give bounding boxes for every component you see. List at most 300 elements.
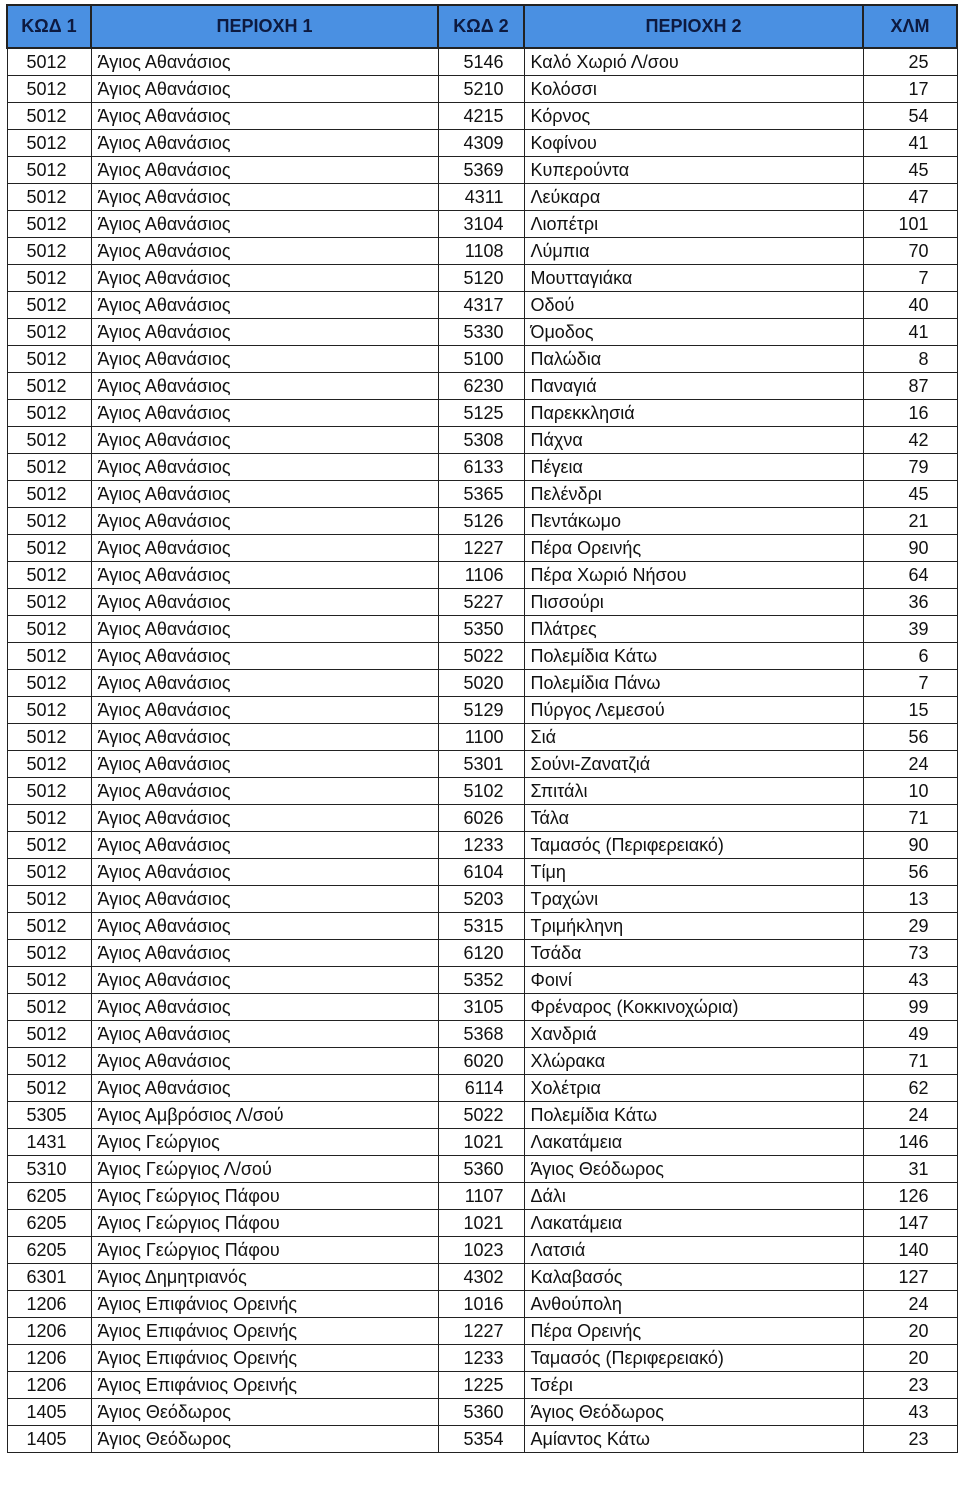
cell-area1: Άγιος Αμβρόσιος Λ/σού xyxy=(91,1102,438,1129)
table-row xyxy=(7,1264,957,1291)
table-row xyxy=(7,1210,957,1237)
cell-code2: 5022 xyxy=(438,1102,524,1129)
cell-km: 147 xyxy=(863,1210,957,1237)
cell-area2: Κόρνος xyxy=(524,103,863,130)
cell-area1: Άγιος Αθανάσιος xyxy=(91,292,438,319)
cell-code1: 5012 xyxy=(7,1021,91,1048)
cell-code1: 5012 xyxy=(7,697,91,724)
table-row xyxy=(7,886,957,913)
cell-code2: 5354 xyxy=(438,1426,524,1453)
table-row xyxy=(7,481,957,508)
table-row xyxy=(7,994,957,1021)
cell-code1: 5012 xyxy=(7,535,91,562)
cell-area1: Άγιος Αθανάσιος xyxy=(91,157,438,184)
cell-code2: 1227 xyxy=(438,535,524,562)
cell-code2: 1021 xyxy=(438,1210,524,1237)
cell-code1: 6301 xyxy=(7,1264,91,1291)
table-row xyxy=(7,1426,957,1453)
cell-km: 10 xyxy=(863,778,957,805)
cell-code1: 5012 xyxy=(7,832,91,859)
table-row xyxy=(7,940,957,967)
table-row xyxy=(7,859,957,886)
cell-area2: Μουτταγιάκα xyxy=(524,265,863,292)
table-row xyxy=(7,535,957,562)
cell-km: 36 xyxy=(863,589,957,616)
cell-km: 13 xyxy=(863,886,957,913)
cell-km: 40 xyxy=(863,292,957,319)
cell-code1: 1206 xyxy=(7,1372,91,1399)
cell-area2: Χανδριά xyxy=(524,1021,863,1048)
cell-area1: Άγιος Αθανάσιος xyxy=(91,238,438,265)
cell-area2: Πολεμίδια Πάνω xyxy=(524,670,863,697)
cell-area2: Λακατάμεια xyxy=(524,1210,863,1237)
cell-area2: Φρέναρος (Κοκκινοχώρια) xyxy=(524,994,863,1021)
cell-code2: 5210 xyxy=(438,76,524,103)
cell-code1: 5012 xyxy=(7,319,91,346)
cell-area1: Άγιος Αθανάσιος xyxy=(91,562,438,589)
cell-area2: Σιά xyxy=(524,724,863,751)
cell-area1: Άγιος Αθανάσιος xyxy=(91,940,438,967)
cell-code2: 1108 xyxy=(438,238,524,265)
cell-area1: Άγιος Θεόδωρος xyxy=(91,1426,438,1453)
cell-km: 39 xyxy=(863,616,957,643)
table-row xyxy=(7,76,957,103)
cell-km: 23 xyxy=(863,1372,957,1399)
table-row xyxy=(7,1156,957,1183)
cell-area1: Άγιος Αθανάσιος xyxy=(91,643,438,670)
cell-km: 79 xyxy=(863,454,957,481)
cell-km: 6 xyxy=(863,643,957,670)
cell-code2: 5020 xyxy=(438,670,524,697)
cell-area2: Χολέτρια xyxy=(524,1075,863,1102)
cell-code1: 5310 xyxy=(7,1156,91,1183)
table-row xyxy=(7,211,957,238)
cell-area1: Άγιος Αθανάσιος xyxy=(91,859,438,886)
cell-code1: 1206 xyxy=(7,1291,91,1318)
cell-area2: Κολόσσι xyxy=(524,76,863,103)
cell-area2: Ταμασός (Περιφερειακό) xyxy=(524,1345,863,1372)
cell-km: 43 xyxy=(863,1399,957,1426)
cell-area2: Πέρα Ορεινής xyxy=(524,535,863,562)
cell-km: 62 xyxy=(863,1075,957,1102)
cell-km: 127 xyxy=(863,1264,957,1291)
cell-area1: Άγιος Αθανάσιος xyxy=(91,886,438,913)
table-row xyxy=(7,1048,957,1075)
cell-code1: 5012 xyxy=(7,373,91,400)
cell-code2: 3105 xyxy=(438,994,524,1021)
cell-code1: 5012 xyxy=(7,346,91,373)
cell-area2: Σούνι-Ζανατζιά xyxy=(524,751,863,778)
cell-area1: Άγιος Γεώργιος xyxy=(91,1129,438,1156)
cell-code1: 5012 xyxy=(7,1048,91,1075)
cell-km: 8 xyxy=(863,346,957,373)
cell-area1: Άγιος Αθανάσιος xyxy=(91,454,438,481)
cell-km: 31 xyxy=(863,1156,957,1183)
cell-area1: Άγιος Αθανάσιος xyxy=(91,967,438,994)
cell-area1: Άγιος Αθανάσιος xyxy=(91,697,438,724)
cell-area1: Άγιος Αθανάσιος xyxy=(91,319,438,346)
table-row xyxy=(7,265,957,292)
cell-area2: Πολεμίδια Κάτω xyxy=(524,643,863,670)
cell-code1: 5012 xyxy=(7,1075,91,1102)
cell-code1: 1206 xyxy=(7,1318,91,1345)
cell-km: 29 xyxy=(863,913,957,940)
cell-area2: Φοινί xyxy=(524,967,863,994)
cell-area1: Άγιος Αθανάσιος xyxy=(91,346,438,373)
cell-code2: 5360 xyxy=(438,1156,524,1183)
cell-code1: 5012 xyxy=(7,211,91,238)
cell-code2: 5100 xyxy=(438,346,524,373)
cell-area2: Λύμπια xyxy=(524,238,863,265)
cell-code1: 5012 xyxy=(7,913,91,940)
cell-km: 56 xyxy=(863,724,957,751)
cell-code1: 5012 xyxy=(7,562,91,589)
cell-area1: Άγιος Αθανάσιος xyxy=(91,265,438,292)
cell-code2: 5330 xyxy=(438,319,524,346)
table-row xyxy=(7,1318,957,1345)
table-row xyxy=(7,562,957,589)
table-row xyxy=(7,670,957,697)
cell-code1: 5012 xyxy=(7,292,91,319)
cell-km: 20 xyxy=(863,1318,957,1345)
cell-km: 126 xyxy=(863,1183,957,1210)
cell-area2: Πύργος Λεμεσού xyxy=(524,697,863,724)
cell-area1: Άγιος Αθανάσιος xyxy=(91,400,438,427)
cell-code2: 5125 xyxy=(438,400,524,427)
distance-table xyxy=(6,4,958,1453)
cell-area2: Πεντάκωμο xyxy=(524,508,863,535)
table-row xyxy=(7,1183,957,1210)
header-km: ΧΛΜ xyxy=(863,5,957,48)
cell-code1: 6205 xyxy=(7,1183,91,1210)
cell-code2: 5203 xyxy=(438,886,524,913)
cell-code2: 4215 xyxy=(438,103,524,130)
cell-code2: 4302 xyxy=(438,1264,524,1291)
cell-area1: Άγιος Αθανάσιος xyxy=(91,481,438,508)
cell-code1: 5012 xyxy=(7,130,91,157)
table-row xyxy=(7,508,957,535)
cell-code2: 5369 xyxy=(438,157,524,184)
cell-code1: 5012 xyxy=(7,616,91,643)
table-row xyxy=(7,400,957,427)
table-row xyxy=(7,48,957,76)
cell-km: 140 xyxy=(863,1237,957,1264)
cell-area2: Πισσούρι xyxy=(524,589,863,616)
cell-code2: 1021 xyxy=(438,1129,524,1156)
table-row xyxy=(7,1399,957,1426)
cell-area1: Άγιος Αθανάσιος xyxy=(91,427,438,454)
cell-area2: Αμίαντος Κάτω xyxy=(524,1426,863,1453)
table-row xyxy=(7,1075,957,1102)
cell-code2: 5146 xyxy=(438,48,524,76)
cell-code1: 1405 xyxy=(7,1426,91,1453)
cell-km: 99 xyxy=(863,994,957,1021)
cell-code2: 5120 xyxy=(438,265,524,292)
cell-code2: 1227 xyxy=(438,1318,524,1345)
cell-code2: 1233 xyxy=(438,1345,524,1372)
cell-code2: 5129 xyxy=(438,697,524,724)
cell-area1: Άγιος Γεώργιος Πάφου xyxy=(91,1183,438,1210)
cell-km: 54 xyxy=(863,103,957,130)
cell-km: 42 xyxy=(863,427,957,454)
cell-area1: Άγιος Αθανάσιος xyxy=(91,184,438,211)
cell-area2: Παλώδια xyxy=(524,346,863,373)
cell-code2: 5368 xyxy=(438,1021,524,1048)
header-code1: ΚΩΔ 1 xyxy=(7,5,91,48)
cell-code2: 1023 xyxy=(438,1237,524,1264)
cell-km: 7 xyxy=(863,265,957,292)
cell-area2: Τίμη xyxy=(524,859,863,886)
cell-code1: 6205 xyxy=(7,1210,91,1237)
cell-code1: 5012 xyxy=(7,427,91,454)
table-row xyxy=(7,643,957,670)
cell-area2: Δάλι xyxy=(524,1183,863,1210)
cell-area1: Άγιος Αθανάσιος xyxy=(91,994,438,1021)
cell-code2: 5308 xyxy=(438,427,524,454)
cell-area2: Σπιτάλι xyxy=(524,778,863,805)
table-row xyxy=(7,778,957,805)
cell-area1: Άγιος Δημητριανός xyxy=(91,1264,438,1291)
cell-area2: Λατσιά xyxy=(524,1237,863,1264)
table-row xyxy=(7,373,957,400)
cell-code1: 5305 xyxy=(7,1102,91,1129)
cell-area2: Λιοπέτρι xyxy=(524,211,863,238)
cell-code2: 1100 xyxy=(438,724,524,751)
cell-area1: Άγιος Αθανάσιος xyxy=(91,1021,438,1048)
table-row xyxy=(7,1129,957,1156)
cell-code1: 5012 xyxy=(7,48,91,76)
cell-area1: Άγιος Αθανάσιος xyxy=(91,1075,438,1102)
cell-area1: Άγιος Επιφάνιος Ορεινής xyxy=(91,1372,438,1399)
cell-area1: Άγιος Αθανάσιος xyxy=(91,724,438,751)
cell-km: 73 xyxy=(863,940,957,967)
cell-code1: 5012 xyxy=(7,805,91,832)
table-row xyxy=(7,1102,957,1129)
cell-area2: Καλό Χωριό Λ/σου xyxy=(524,48,863,76)
cell-area2: Πέρα Ορεινής xyxy=(524,1318,863,1345)
cell-code2: 5315 xyxy=(438,913,524,940)
cell-area2: Τριμήκληνη xyxy=(524,913,863,940)
cell-code2: 1016 xyxy=(438,1291,524,1318)
cell-km: 56 xyxy=(863,859,957,886)
cell-area1: Άγιος Επιφάνιος Ορεινής xyxy=(91,1291,438,1318)
cell-code1: 5012 xyxy=(7,508,91,535)
cell-code2: 4311 xyxy=(438,184,524,211)
cell-code1: 1206 xyxy=(7,1345,91,1372)
cell-code2: 5022 xyxy=(438,643,524,670)
cell-area2: Τάλα xyxy=(524,805,863,832)
table-row xyxy=(7,589,957,616)
cell-km: 87 xyxy=(863,373,957,400)
cell-km: 45 xyxy=(863,157,957,184)
cell-area1: Άγιος Αθανάσιος xyxy=(91,508,438,535)
cell-km: 146 xyxy=(863,1129,957,1156)
cell-area2: Πελένδρι xyxy=(524,481,863,508)
table-row xyxy=(7,454,957,481)
table-row xyxy=(7,1021,957,1048)
cell-area1: Άγιος Αθανάσιος xyxy=(91,48,438,76)
cell-area2: Ταμασός (Περιφερειακό) xyxy=(524,832,863,859)
cell-code1: 5012 xyxy=(7,157,91,184)
cell-code1: 5012 xyxy=(7,886,91,913)
cell-code1: 1431 xyxy=(7,1129,91,1156)
cell-code2: 6133 xyxy=(438,454,524,481)
cell-code1: 5012 xyxy=(7,643,91,670)
cell-km: 41 xyxy=(863,130,957,157)
cell-km: 43 xyxy=(863,967,957,994)
table-row xyxy=(7,292,957,319)
cell-km: 47 xyxy=(863,184,957,211)
table-row xyxy=(7,805,957,832)
cell-code2: 3104 xyxy=(438,211,524,238)
cell-km: 24 xyxy=(863,1291,957,1318)
cell-code1: 5012 xyxy=(7,238,91,265)
cell-km: 24 xyxy=(863,751,957,778)
cell-code2: 1233 xyxy=(438,832,524,859)
cell-code2: 6026 xyxy=(438,805,524,832)
cell-area2: Ανθούπολη xyxy=(524,1291,863,1318)
cell-area2: Κυπερούντα xyxy=(524,157,863,184)
cell-area1: Άγιος Αθανάσιος xyxy=(91,1048,438,1075)
table-row xyxy=(7,130,957,157)
cell-area2: Όμοδος xyxy=(524,319,863,346)
table-row xyxy=(7,1345,957,1372)
table-row xyxy=(7,103,957,130)
cell-area2: Οδού xyxy=(524,292,863,319)
cell-code1: 5012 xyxy=(7,967,91,994)
cell-area1: Άγιος Γεώργιος Λ/σού xyxy=(91,1156,438,1183)
cell-code1: 5012 xyxy=(7,778,91,805)
cell-area2: Πέγεια xyxy=(524,454,863,481)
cell-code1: 1405 xyxy=(7,1399,91,1426)
cell-area1: Άγιος Αθανάσιος xyxy=(91,373,438,400)
cell-area1: Άγιος Επιφάνιος Ορεινής xyxy=(91,1318,438,1345)
cell-area1: Άγιος Αθανάσιος xyxy=(91,103,438,130)
cell-area1: Άγιος Αθανάσιος xyxy=(91,616,438,643)
cell-km: 7 xyxy=(863,670,957,697)
cell-km: 64 xyxy=(863,562,957,589)
cell-code2: 5365 xyxy=(438,481,524,508)
cell-code1: 5012 xyxy=(7,724,91,751)
cell-code1: 5012 xyxy=(7,994,91,1021)
cell-km: 23 xyxy=(863,1426,957,1453)
table-row xyxy=(7,184,957,211)
cell-area1: Άγιος Γεώργιος Πάφου xyxy=(91,1210,438,1237)
cell-km: 45 xyxy=(863,481,957,508)
cell-code1: 6205 xyxy=(7,1237,91,1264)
cell-km: 20 xyxy=(863,1345,957,1372)
cell-code1: 5012 xyxy=(7,76,91,103)
cell-code2: 6114 xyxy=(438,1075,524,1102)
table-row xyxy=(7,238,957,265)
table-row xyxy=(7,1291,957,1318)
cell-code1: 5012 xyxy=(7,103,91,130)
cell-area1: Άγιος Αθανάσιος xyxy=(91,670,438,697)
cell-area1: Άγιος Αθανάσιος xyxy=(91,913,438,940)
cell-area1: Άγιος Αθανάσιος xyxy=(91,778,438,805)
cell-code2: 5301 xyxy=(438,751,524,778)
cell-km: 16 xyxy=(863,400,957,427)
cell-area2: Πέρα Χωριό Νήσου xyxy=(524,562,863,589)
table-row xyxy=(7,616,957,643)
cell-area2: Άγιος Θεόδωρος xyxy=(524,1156,863,1183)
cell-area2: Παναγιά xyxy=(524,373,863,400)
table-row xyxy=(7,346,957,373)
table-body xyxy=(7,48,957,1453)
cell-area1: Άγιος Αθανάσιος xyxy=(91,535,438,562)
table-row xyxy=(7,319,957,346)
cell-area1: Άγιος Αθανάσιος xyxy=(91,130,438,157)
cell-code2: 1106 xyxy=(438,562,524,589)
cell-km: 24 xyxy=(863,1102,957,1129)
cell-area2: Άγιος Θεόδωρος xyxy=(524,1399,863,1426)
cell-area1: Άγιος Αθανάσιος xyxy=(91,211,438,238)
header-area1: ΠΕΡΙΟΧΗ 1 xyxy=(91,5,438,48)
cell-code2: 5350 xyxy=(438,616,524,643)
cell-area2: Τσέρι xyxy=(524,1372,863,1399)
table-row xyxy=(7,751,957,778)
cell-code1: 5012 xyxy=(7,481,91,508)
cell-code2: 1225 xyxy=(438,1372,524,1399)
cell-area1: Άγιος Γεώργιος Πάφου xyxy=(91,1237,438,1264)
cell-area2: Πλάτρες xyxy=(524,616,863,643)
table-row xyxy=(7,967,957,994)
header-code2: ΚΩΔ 2 xyxy=(438,5,524,48)
cell-area2: Παρεκκλησιά xyxy=(524,400,863,427)
cell-code2: 6120 xyxy=(438,940,524,967)
cell-code2: 6230 xyxy=(438,373,524,400)
cell-code1: 5012 xyxy=(7,940,91,967)
cell-code2: 5102 xyxy=(438,778,524,805)
cell-km: 71 xyxy=(863,1048,957,1075)
cell-code1: 5012 xyxy=(7,751,91,778)
cell-code2: 5126 xyxy=(438,508,524,535)
cell-code2: 5352 xyxy=(438,967,524,994)
table-row xyxy=(7,832,957,859)
cell-area1: Άγιος Αθανάσιος xyxy=(91,76,438,103)
cell-area2: Λεύκαρα xyxy=(524,184,863,211)
cell-code2: 4317 xyxy=(438,292,524,319)
cell-code1: 5012 xyxy=(7,670,91,697)
cell-area1: Άγιος Αθανάσιος xyxy=(91,751,438,778)
cell-area2: Πάχνα xyxy=(524,427,863,454)
cell-area2: Κοφίνου xyxy=(524,130,863,157)
table-row xyxy=(7,697,957,724)
table-row xyxy=(7,427,957,454)
cell-area1: Άγιος Επιφάνιος Ορεινής xyxy=(91,1345,438,1372)
table-row xyxy=(7,724,957,751)
header-area2: ΠΕΡΙΟΧΗ 2 xyxy=(524,5,863,48)
cell-code1: 5012 xyxy=(7,454,91,481)
cell-code1: 5012 xyxy=(7,184,91,211)
cell-km: 71 xyxy=(863,805,957,832)
cell-code2: 4309 xyxy=(438,130,524,157)
cell-area2: Τσάδα xyxy=(524,940,863,967)
cell-code1: 5012 xyxy=(7,589,91,616)
cell-km: 17 xyxy=(863,76,957,103)
cell-area1: Άγιος Θεόδωρος xyxy=(91,1399,438,1426)
cell-code2: 5360 xyxy=(438,1399,524,1426)
cell-km: 25 xyxy=(863,48,957,76)
cell-km: 90 xyxy=(863,535,957,562)
cell-area2: Πολεμίδια Κάτω xyxy=(524,1102,863,1129)
cell-code1: 5012 xyxy=(7,859,91,886)
cell-km: 90 xyxy=(863,832,957,859)
cell-area2: Χλώρακα xyxy=(524,1048,863,1075)
cell-km: 101 xyxy=(863,211,957,238)
cell-area1: Άγιος Αθανάσιος xyxy=(91,589,438,616)
cell-area1: Άγιος Αθανάσιος xyxy=(91,805,438,832)
